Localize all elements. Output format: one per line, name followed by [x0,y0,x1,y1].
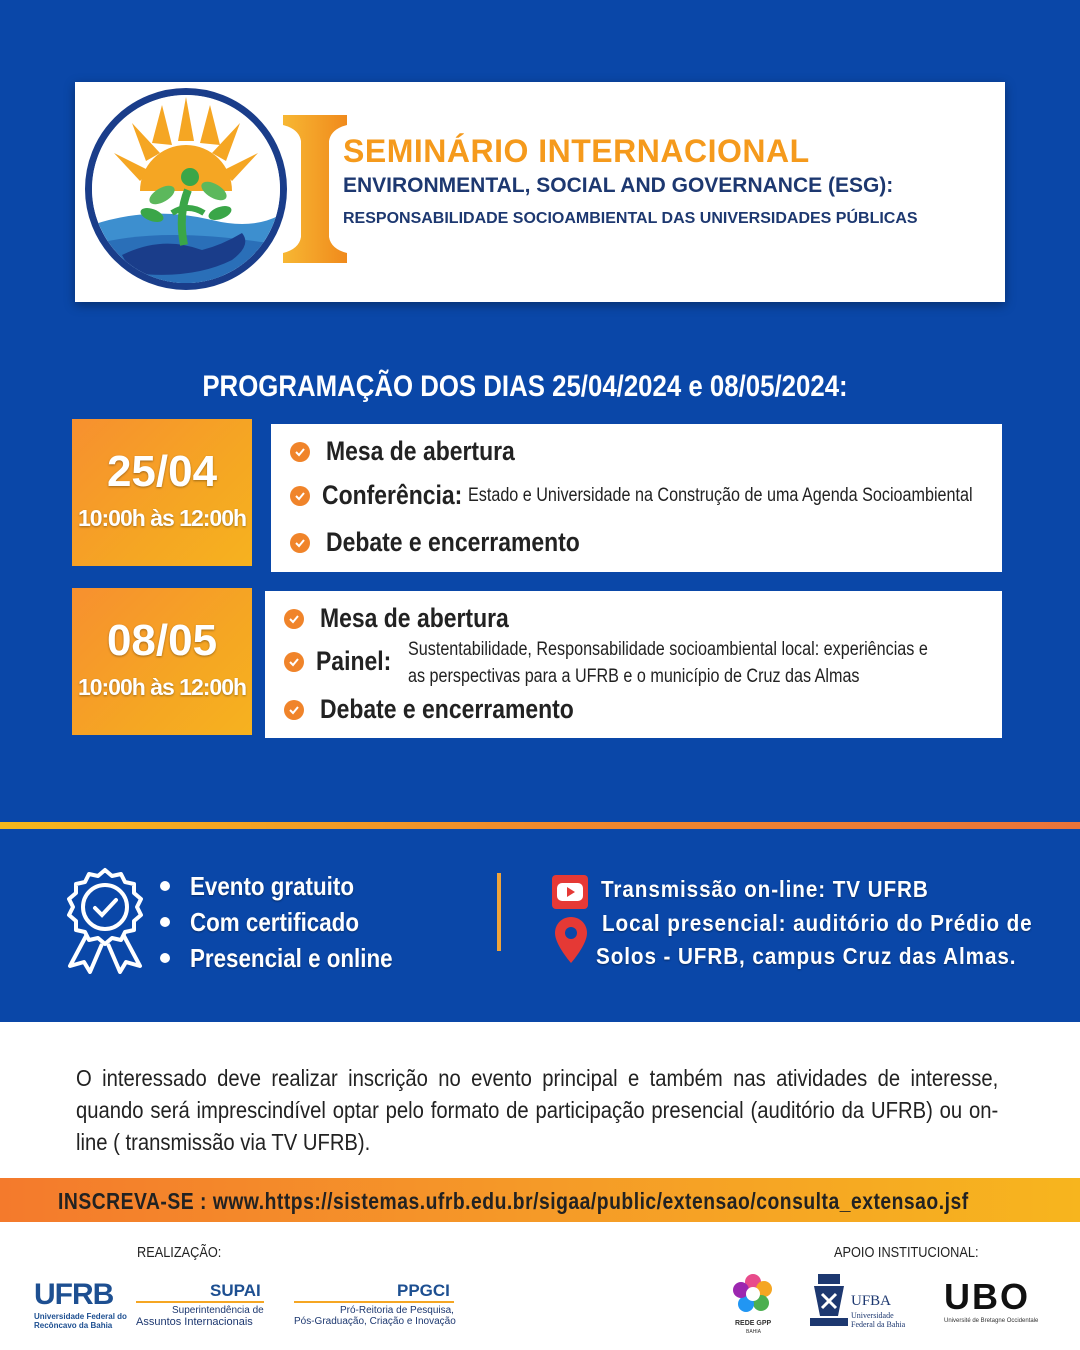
ufrb-line2: Recôncavo da Bahia [34,1321,113,1330]
ufba-mark: UFBA [851,1293,892,1309]
rede-gpp-flower-icon [731,1272,775,1316]
apoio-label: APOIO INSTITUCIONAL: [834,1244,979,1261]
feature-item: Presencial e online [160,940,426,976]
ppgci-line1: Pró-Reitoria de Pesquisa, [340,1305,454,1316]
seminar-subtitle-responsabilidade: RESPONSABILIDADE SOCIOAMBIENTAL DAS UNIVERSIDADES PÚBLICAS [343,210,918,227]
day1-item-3 [290,527,625,558]
day1-date-box [72,419,252,566]
features-list [160,868,426,976]
ufba-line2: Federal da Bahia [851,1320,906,1329]
rede-gpp-line1: REDE GPP [735,1320,772,1327]
location-pin-icon [555,917,587,963]
day2-item-2-detail-line2: as perspectivas para a UFRB e o município de Cruz das Almas [408,666,860,687]
location-line2: Solos - UFRB, campus Cruz das Almas. [596,943,1017,969]
day1-item-1 [290,436,548,467]
feature-item: Com certificado [160,904,426,940]
esg-logo [85,88,287,290]
ppgci-line2: Pós-Graduação, Criação e Inovação [294,1316,456,1327]
ufrb-line1: Universidade Federal do [34,1312,127,1321]
day2-time: 10:00h às 12:00h [77,674,247,700]
transmission-text: Transmissão on-line: TV UFRB [601,876,929,902]
day2-date-box [72,588,252,735]
registration-notice: O interessado deve realizar inscrição no evento principal e também nas atividades de interesse, quando será imprescindível optar pelo formato de participação presencial (auditório da UFRB) ou on-line ( transmissão via TV UFRB). [76,1065,999,1155]
day2-item-1 [284,603,542,634]
check-icon [290,533,310,553]
day1-date: 25/04 [106,447,218,496]
youtube-icon [552,875,588,909]
realizacao-label: REALIZAÇÃO: [137,1244,222,1261]
day2-item-3 [284,694,619,725]
vertical-divider [497,873,501,951]
sun-plant-hand-icon [92,95,280,283]
ufba-crest-icon [808,1272,850,1330]
supai-mark: SUPAI [210,1281,261,1300]
divider-stripe [0,822,1080,829]
day1-item-1-label: Mesa de abertura [326,436,515,466]
supai-divider [136,1301,264,1303]
day1-item-2-detail: Estado e Universidade na Construção de uma Agenda Socioambiental [468,484,973,506]
check-icon [284,652,304,672]
day2-item-1-label: Mesa de abertura [320,603,509,633]
certificate-badge-icon [64,866,146,974]
day2-item-2-label: Painel: [316,646,392,676]
check-icon [284,609,304,629]
day2-item-2-detail-line1: Sustentabilidade, Responsabilidade socioambiental local: experiências e [408,639,928,660]
supai-line1: Superintendência de [172,1305,264,1316]
program-heading: PROGRAMAÇÃO DOS DIAS 25/04/2024 e 08/05/2024: [202,370,848,403]
day2-item-3-label: Debate e encerramento [320,694,574,724]
ufrb-mark: UFRB [34,1278,114,1311]
bullet-icon [160,881,170,891]
ubo-line1: Université de Bretagne Occidentale [944,1318,1039,1324]
ufba-line1: Universidade [851,1311,894,1320]
rede-gpp-line2: BAHIA [746,1329,762,1335]
ppgci-mark: PPGCI [397,1281,450,1300]
check-icon [284,700,304,720]
bullet-icon [160,917,170,927]
day1-item-2-label: Conferência: [322,480,463,510]
seminar-title: SEMINÁRIO INTERNACIONAL [343,133,810,169]
day1-time: 10:00h às 12:00h [77,505,247,531]
check-icon [290,486,310,506]
bullet-icon [160,953,170,963]
day2-date: 08/05 [106,616,218,665]
signup-link[interactable]: INSCREVA-SE : www.https://sistemas.ufrb.edu.br/sigaa/public/extensao/consulta_extensao.jsf [58,1188,969,1214]
seminar-subtitle-esg: ENVIRONMENTAL, SOCIAL AND GOVERNANCE (ESG): [343,174,894,197]
ubo-mark: UBO [944,1276,1030,1317]
day1-item-2 [290,480,1062,511]
supai-line2: Assuntos Internacionais [136,1316,253,1328]
day1-item-3-label: Debate e encerramento [326,527,580,557]
roman-numeral-i-icon [283,115,347,263]
ppgci-divider [294,1301,454,1303]
day2-item-2 [284,646,405,677]
location-line1: Local presencial: auditório do Prédio de [602,910,1033,936]
feature-item: Evento gratuito [160,868,426,904]
check-icon [290,442,310,462]
